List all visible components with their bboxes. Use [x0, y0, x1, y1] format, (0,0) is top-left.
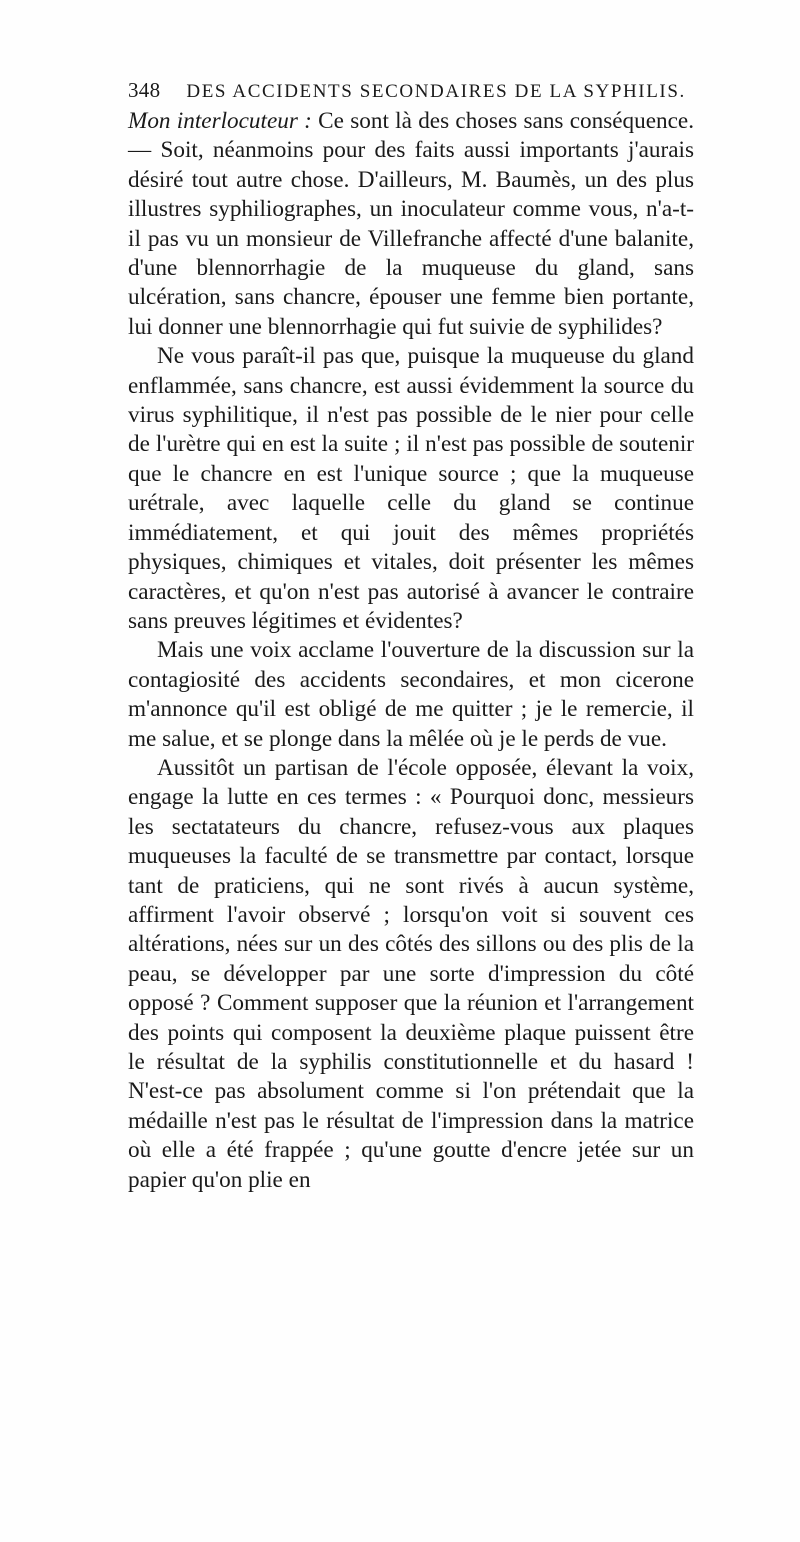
paragraph-1-text: Ce sont là des choses sans conséquence. — Soit, néanmoins pour des faits aussi importants j'aurais désiré tout autre chose. D'ailleurs, M. Baumès, un des plus illustres syphiliographes, un inoculateur comme vous, n'a-t-il pas vu un monsieur de Villefranche affecté d'une balanite, d'une blennorrhagie de la muqueuse du gland, sans ulcération, sans chancre, épouser une femme bien portante, lui donner une blennorrhagie qui fut suivie de syphilides?: [128, 108, 694, 340]
paragraph-1: [128, 107, 694, 342]
body-text: [128, 107, 694, 1195]
running-head: [128, 78, 688, 103]
page-number: 348: [128, 78, 161, 102]
paragraph-2: Ne vous paraît-il pas que, puisque la muqueuse du gland enflammée, sans chancre, est aussi évidemment la source du virus syphilitique, il n'est pas possible de le nier pour celle de l'urètre qui en est la suite ; il n'est pas possible de soutenir que le chancre en est l'unique source ; que la muqueuse urétrale, avec laquelle celle du gland se continue immédiatement, et qui jouit des mêmes propriétés physiques, chimiques et vitales, doit présenter les mêmes caractères, et qu'on n'est pas autorisé à avancer le contraire sans preuves légitimes et évidentes?: [128, 343, 694, 634]
speaker-label: Mon interlocuteur :: [128, 108, 312, 134]
paragraph-3: Mais une voix acclame l'ouverture de la discussion sur la contagiosité des accidents secondaires, et mon cicerone m'annonce qu'il est obligé de me quitter ; je le remercie, il me salue, et se plonge dans la mêlée où je le perds de vue.: [128, 637, 694, 752]
paragraph-4: Aussitôt un partisan de l'école opposée, élevant la voix, engage la lutte en ces termes : « Pourquoi donc, messieurs les sectatateurs du chancre, refusez-vous aux plaques muqueuses la faculté de se transmettre par contact, lorsque tant de praticiens, qui ne sont rivés à aucun système, affirment l'avoir observé ; lorsqu'on voit si souvent ces altérations, nées sur un des côtés des sillons ou des plis de la peau, se développer par une sorte d'impression du côté opposé ? Comment supposer que la réunion et l'arrangement des points qui composent la deuxième plaque puissent être le résultat de la syphilis constitutionnelle et du hasard ! N'est-ce pas absolument comme si l'on prétendait que la médaille n'est pas le résultat de l'impression dans la matrice où elle a été frappée ; qu'une goutte d'encre jetée sur un papier qu'on plie en: [128, 754, 694, 1193]
running-head-title: DES ACCIDENTS SECONDAIRES DE LA SYPHILIS.: [186, 81, 686, 102]
